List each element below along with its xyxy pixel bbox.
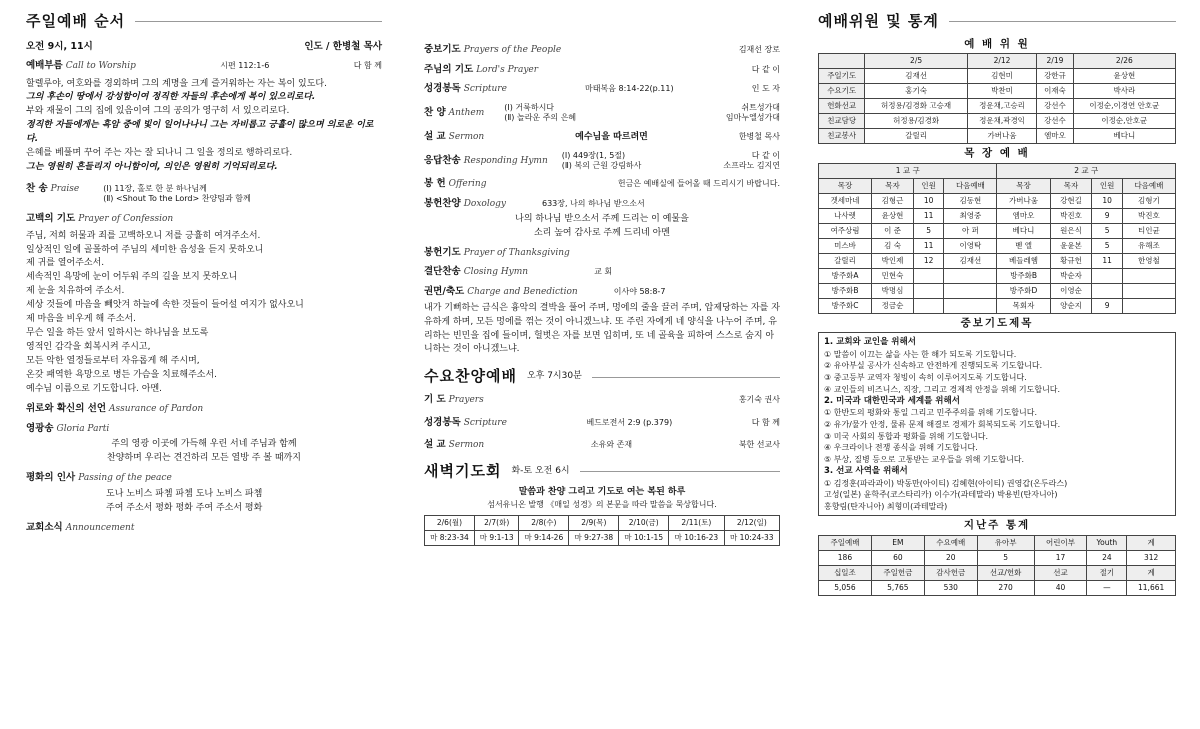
section-header xyxy=(26,12,382,32)
mokjang-header: 목자 xyxy=(872,178,914,193)
mokjang-cell: 강현길 xyxy=(1050,193,1092,208)
mokjang-cell: 박순자 xyxy=(1050,268,1092,283)
doxology-row: 봉헌찬양 Doxology 633장, 나의 하나님 받으소서 xyxy=(424,198,780,211)
mokjang-cell: 벧 엘 xyxy=(997,238,1050,253)
sermon-row: 설 교 Sermon 예수님을 따르려면 한병철 목사 xyxy=(424,130,780,142)
prayer-item: ③ 중고등부 교역자 청빙이 속히 이루어지도록 기도합니다. xyxy=(824,372,1027,382)
mokjang-cell xyxy=(944,298,997,313)
committee-title: 예 배 위 원 xyxy=(964,37,1030,50)
item-english: Praise xyxy=(50,184,80,195)
stats-value: 5 xyxy=(977,551,1034,566)
confession-line: 예수님 이름으로 기도합니다. 아멘. xyxy=(26,383,163,394)
call-line: 부와 재물이 그의 집에 있음이여 그의 공의가 영구히 서 있으리로다. xyxy=(26,106,290,117)
mokjang-cell: 갈릴리 xyxy=(819,253,872,268)
stats-value: 270 xyxy=(977,581,1034,596)
wed-prayer-row: 기 도 Prayers 홍기숙 권사 xyxy=(424,393,780,405)
dawn-date: 2/11(토) xyxy=(669,515,724,530)
stats-header-row xyxy=(819,536,1176,551)
item-ref: 이사야 58:8-7 xyxy=(613,286,666,296)
mokjang-cell: 윤상현 xyxy=(872,208,914,223)
mokjang-cell: 엠마오 xyxy=(997,208,1050,223)
prayer-item: ⑤ 부상, 질병 등으로 고통받는 교우들을 위해 기도합니다. xyxy=(824,454,1025,464)
peace-line-1: 도나 노비스 파쳄 파쳄 도나 노비스 파쳄 xyxy=(106,488,263,499)
prayer-item: ④ 교인들의 비즈니스, 직장, 그리고 경제적 안정을 위해 기도합니다. xyxy=(824,384,1061,394)
service-time: 오전 9시, 11시 xyxy=(26,40,93,52)
mokjang-row xyxy=(819,253,1176,268)
mokjang-cell: 김형근 xyxy=(872,193,914,208)
praise-line-2: (Ⅱ) <Shout To the Lord> 찬양팀과 함께 xyxy=(103,194,251,204)
section-title: 수요찬양예배 xyxy=(424,367,517,386)
mokjang-header: 목자 xyxy=(1050,178,1092,193)
gloria-line-2: 찬양하며 우리는 견건하리 모든 열방 주 볼 때까지 xyxy=(107,453,301,464)
prayer-item: ② 유아부실 공사가 신속하고 안전하게 진행되도록 기도합니다. xyxy=(824,361,1043,371)
call-line: 할렐루야, 여호와를 경외하며 그의 계명을 크게 즐거워하는 자는 복이 있도다. xyxy=(26,78,327,89)
mokjang-cell: 10 xyxy=(1092,193,1122,208)
mokjang-cell: 박인제 xyxy=(872,253,914,268)
mokjang-row xyxy=(819,298,1176,313)
mokjang-cell: 나사렛 xyxy=(819,208,872,223)
item-who: 다 함 께 xyxy=(353,60,382,70)
committee-cell: 정운채,고승리 xyxy=(967,99,1036,114)
mokjang-cell: 이 준 xyxy=(872,223,914,238)
divider xyxy=(592,377,780,378)
committee-cell: 김재선 xyxy=(865,69,967,84)
stats-value-row xyxy=(819,551,1176,566)
mokjang-cell: 베다니 xyxy=(997,223,1050,238)
committee-role: 친교봉사 xyxy=(819,129,865,144)
scripture-row: 성경봉독 Scripture 마태복음 8:14-22(p.11) 인 도 자 xyxy=(424,83,780,95)
mokjang-row xyxy=(819,268,1176,283)
confession-heading: 고백의 기도 Prayer of Confession xyxy=(26,212,174,224)
stats-header: 선교 xyxy=(1034,566,1087,581)
dawn-line-2: 섬서유니온 발행 《매일 성경》의 본문을 따라 말씀을 묵상합니다. xyxy=(487,500,717,510)
confession-line: 무슨 일을 하든 앞서 일하시는 하나님을 보도록 xyxy=(26,328,209,339)
committee-cell: 윤상현 xyxy=(1073,69,1175,84)
dawn-line-1: 말씀과 찬양 그리고 기도로 여는 복된 하루 xyxy=(518,487,686,498)
mokjang-cell: 5 xyxy=(1092,223,1122,238)
stats-value: 5,765 xyxy=(871,581,924,596)
closing-hymn-row: 결단찬송 Closing Hymn 교 회 xyxy=(424,266,780,279)
mokjang-cell: 김재선 xyxy=(944,253,997,268)
offering-note: 헌금은 예배실에 들어올 때 드리시기 바랍니다. xyxy=(617,179,780,189)
stats-value: 17 xyxy=(1034,551,1087,566)
mokjang-cell: 방주화D xyxy=(997,283,1050,298)
section-title: 새벽기도회 xyxy=(424,461,502,480)
committee-row xyxy=(819,69,1176,84)
committee-cell: 강선수 xyxy=(1037,99,1073,114)
service-leader: 인도 / 한병철 목사 xyxy=(304,40,382,52)
item-who: 한병철 목사 xyxy=(738,131,780,141)
item-ref: 633장, 나의 하나님 받으소서 xyxy=(542,199,645,208)
committee-cell: 베다니 xyxy=(1073,129,1175,144)
committee-cell: 엠마오 xyxy=(1037,129,1073,144)
call-to-worship-text xyxy=(26,78,382,176)
mokjang-cell: 베들레헴 xyxy=(997,253,1050,268)
mokjang-cell: 12 xyxy=(913,253,943,268)
committee-cell: 강한규 xyxy=(1037,69,1073,84)
confession-text xyxy=(26,230,382,397)
committee-cell: 박사라 xyxy=(1073,84,1175,99)
item-who: 김재선 장로 xyxy=(738,45,780,54)
confession-line: 주님, 저희 허물과 죄를 고백하오니 저를 긍휼히 여겨주소서. xyxy=(26,230,261,241)
mokjang-cell: 5 xyxy=(1092,238,1122,253)
committee-header: 2/5 xyxy=(865,54,967,69)
stats-header: 수요예배 xyxy=(924,536,977,551)
dawn-passage: 마 10:24-33 xyxy=(724,530,779,545)
confession-line: 제 마음을 비우게 해 주소서. xyxy=(26,314,136,325)
order-of-service-column-2 xyxy=(424,44,780,546)
mokjang-header: 목장 xyxy=(819,178,872,193)
item-label: 찬 송 xyxy=(26,183,48,195)
section-title: 주일예배 순서 xyxy=(26,12,126,30)
item-ref: 시편 112:1-6 xyxy=(220,60,270,70)
service-time-row xyxy=(26,41,382,53)
prayer-item: ① 말씀이 이끄는 삶을 사는 한 해가 되도록 기도합니다. xyxy=(824,349,1017,359)
mokjang-cell: 윤윤본 xyxy=(1050,238,1092,253)
prayer-section-heading: 1. 교회와 교인을 위해서 xyxy=(824,337,916,348)
committee-cell: 홍기숙 xyxy=(865,84,967,99)
mokjang-table xyxy=(818,163,1176,314)
gloria-line-1: 주의 영광 이곳에 가득해 우린 서네 주님과 함께 xyxy=(111,439,297,450)
item-ref: 마태복음 8:14-22(p.11) xyxy=(585,84,674,94)
mokjang-cell: 양순지 xyxy=(1050,298,1092,313)
mokjang-cell: 11 xyxy=(1092,253,1122,268)
dawn-date: 2/12(일) xyxy=(724,515,779,530)
committee-header: 2/19 xyxy=(1037,54,1073,69)
doxology-line-1: 나의 하나님 받으소서 주께 드리는 이 예물을 xyxy=(515,213,689,224)
mokjang-cell: 민현숙 xyxy=(872,268,914,283)
item-english: Call to Worship xyxy=(65,60,136,71)
committee-table xyxy=(818,53,1176,144)
committee-role: 주일기도 xyxy=(819,69,865,84)
stats-header: 감사헌금 xyxy=(924,566,977,581)
dawn-passage: 마 9:14-26 xyxy=(519,530,569,545)
confession-line: 모든 악한 열정들로부터 자유롭게 해 주시며, xyxy=(26,356,200,366)
prayer-section-heading: 2. 미국과 대한민국과 세계를 위해서 xyxy=(824,396,960,407)
mokjang-cell: 김동현 xyxy=(944,193,997,208)
mokjang-header: 목장 xyxy=(997,178,1050,193)
wed-sermon-row: 설 교 Sermon 소유와 존재 북한 선교사 xyxy=(424,439,780,451)
mokjang-cell xyxy=(1122,268,1175,283)
prayer-item: 홍향림(탄자니아) 최형미(과테말라) xyxy=(824,501,948,511)
call-line: 그의 후손이 땅에서 강성함이여 정직한 자들의 후손에게 복이 있으리로다. xyxy=(26,92,316,103)
committee-cell: 가버나움 xyxy=(967,129,1036,144)
mokjang-cell xyxy=(1122,298,1175,313)
committee-cell: 정운채,곽경익 xyxy=(967,114,1036,129)
stats-header: 어린이부 xyxy=(1034,536,1087,551)
mokjang-cell: 박진호 xyxy=(1050,208,1092,223)
section-header xyxy=(818,12,1176,32)
wednesday-header xyxy=(424,367,780,387)
prayer-item: ③ 미국 사회의 통합과 평화를 위해 기도합니다. xyxy=(824,431,989,441)
mokjang-cell: 방주화B xyxy=(819,283,872,298)
mokjang-row xyxy=(819,208,1176,223)
mokjang-cell: 5 xyxy=(913,223,943,238)
committee-cell: 이정순,이경연 안호균 xyxy=(1073,99,1175,114)
thanksgiving-row: 봉헌기도 Prayer of Thanksgiving xyxy=(424,246,570,258)
mokjang-cell: 김 숙 xyxy=(872,238,914,253)
confession-line: 제 눈을 치유하여 주소서. xyxy=(26,286,125,297)
announcement-heading: 교회소식 Announcement xyxy=(26,521,135,533)
intercession-row: 중보기도 Prayers of the People 김재선 장로 xyxy=(424,44,780,55)
dawn-passage: 마 9:27-38 xyxy=(569,530,619,545)
mokjang-cell: 유해조 xyxy=(1122,238,1175,253)
mokjang-cell: 최영중 xyxy=(944,208,997,223)
stats-header: 유아부 xyxy=(977,536,1034,551)
mokjang-cell: 방주화B xyxy=(997,268,1050,283)
stats-header: 주일헌금 xyxy=(871,566,924,581)
responding-hymn-row: 응답찬송 Responding Hymn (Ⅰ) 449장(1, 5절) 다 같 이 (Ⅱ) 복의 근원 강림하사 소프라노 김지연 xyxy=(424,150,780,170)
mokjang-cell: 방주화A xyxy=(819,268,872,283)
mokjang-cell: 9 xyxy=(1092,208,1122,223)
prayer-item: ② 유가/물가 안정, 물류 문제 해결로 경제가 회복되도록 기도합니다. xyxy=(824,420,1061,430)
mokjang-cell xyxy=(913,283,943,298)
prayer-item: ① 한반도의 평화와 통일 그리고 민주주의를 위해 기도합니다. xyxy=(824,408,1037,418)
dawn-date: 2/7(화) xyxy=(474,515,518,530)
mokjang-cell: 여주상림 xyxy=(819,223,872,238)
mokjang-cell xyxy=(913,268,943,283)
mokjang-cell xyxy=(913,298,943,313)
committee-cell: 이정순,안호균 xyxy=(1073,114,1175,129)
call-line: 그는 영원히 흔들리지 아니함이여, 의인은 영원히 기억되리로다. xyxy=(26,162,278,173)
mokjang-row xyxy=(819,193,1176,208)
stats-value-row xyxy=(819,581,1176,596)
mokjang-cell: 가버나움 xyxy=(997,193,1050,208)
committee-cell: 허정용/김경화 xyxy=(865,114,967,129)
section-title: 예배위원 및 통계 xyxy=(818,12,939,30)
stats-header: Youth xyxy=(1087,536,1127,551)
mokjang-cell: 방주화C xyxy=(819,298,872,313)
confession-line: 온갖 패역한 욕망으로 병든 가슴을 치료해주소서. xyxy=(26,369,218,380)
order-of-service-column xyxy=(26,12,382,534)
mokjang-cell: 이영순 xyxy=(1050,283,1092,298)
committee-row xyxy=(819,84,1176,99)
section-subtitle: 오후 7시30분 xyxy=(526,371,582,382)
call-line: 은혜를 베풀며 꾸어 주는 자는 잘 되나니 그 일을 정의로 행하리로다. xyxy=(26,148,293,159)
doxology-line-2: 소리 높여 감사로 주께 드리네 아멘 xyxy=(533,227,671,238)
mokjang-cell: 박진호 xyxy=(1122,208,1175,223)
item-label: 예배부름 xyxy=(26,59,63,71)
stats-value: 186 xyxy=(819,551,872,566)
mokjang-title: 목 장 예 배 xyxy=(964,147,1030,160)
confession-line: 세상 것들에 마음을 빼앗겨 하늘에 속한 것들이 들어설 여지가 없사오니 xyxy=(26,300,304,311)
confession-line: 제 귀를 열어주소서. xyxy=(26,258,105,269)
committee-header: 2/12 xyxy=(967,54,1036,69)
stats-value: 24 xyxy=(1087,551,1127,566)
mokjang-cell: 티인균 xyxy=(1122,223,1175,238)
stats-header-row xyxy=(819,566,1176,581)
committee-stats-column xyxy=(818,12,1176,596)
mokjang-cell: 한영철 xyxy=(1122,253,1175,268)
peace-line-2: 주여 주소서 평화 평화 주여 주소서 평화 xyxy=(106,502,263,513)
mokjang-cell xyxy=(1092,283,1122,298)
mokjang-row xyxy=(819,283,1176,298)
committee-header: 2/26 xyxy=(1073,54,1175,69)
stats-value: 20 xyxy=(924,551,977,566)
committee-cell: 이재숙 xyxy=(1037,84,1073,99)
confession-line: 세속적인 욕망에 눈이 어두워 주의 길을 보지 못하오니 xyxy=(26,272,238,283)
mokjang-row xyxy=(819,223,1176,238)
dawn-date: 2/9(목) xyxy=(569,515,619,530)
stats-header: 계 xyxy=(1127,566,1176,581)
stats-value: 11,661 xyxy=(1127,581,1176,596)
mokjang-cell: 박명심 xyxy=(872,283,914,298)
dawn-schedule-table xyxy=(424,515,780,546)
lords-prayer-row: 주님의 기도 Lord's Prayer 다 같 이 xyxy=(424,63,780,75)
committee-cell: 박찬미 xyxy=(967,84,1036,99)
item-who: 인 도 자 xyxy=(751,84,780,94)
dawn-passage: 마 10:1-15 xyxy=(619,530,669,545)
stats-title: 지난주 통계 xyxy=(963,519,1031,532)
praise-row xyxy=(26,183,382,205)
committee-cell: 갈릴리 xyxy=(865,129,967,144)
committee-role: 수요기도 xyxy=(819,84,865,99)
mokjang-cell: 아 퍼 xyxy=(944,223,997,238)
committee-role: 친교담당 xyxy=(819,114,865,129)
call-line: 정직한 자들에게는 흑암 중에 빛이 일어나나니 그는 자비롭고 긍휼이 많으며 의로운 이로다. xyxy=(26,120,374,145)
mokjang-cell xyxy=(944,268,997,283)
gloria-heading: 영광송 Gloria Parti xyxy=(26,422,110,434)
mokjang-cell: 정금순 xyxy=(872,298,914,313)
mokjang-cell xyxy=(1092,268,1122,283)
stats-header: 계 xyxy=(1127,536,1176,551)
mokjang-header: 인원 xyxy=(1092,178,1122,193)
confession-line: 영적인 감각을 회복시켜 주시고, xyxy=(26,342,151,353)
dawn-passage: 마 8:23-34 xyxy=(425,530,475,545)
stats-value: 40 xyxy=(1034,581,1087,596)
section-subtitle: 화-토 오전 6시 xyxy=(511,465,570,476)
mokjang-cell: 원은식 xyxy=(1050,223,1092,238)
mokjang-cell: 김형기 xyxy=(1122,193,1175,208)
mokjang-cell: 목회자 xyxy=(997,298,1050,313)
dawn-date: 2/10(금) xyxy=(619,515,669,530)
sermon-title: 예수님을 따르려면 xyxy=(575,131,648,142)
anthem-row: 찬 양 Anthem (Ⅰ) 거룩하시다 쉬트성가대 (Ⅱ) 놀라운 주의 은혜 임마누엘성가대 xyxy=(424,103,780,123)
mokjang-cell: 10 xyxy=(913,193,943,208)
dawn-date: 2/8(수) xyxy=(519,515,569,530)
stats-value: — xyxy=(1087,581,1127,596)
stats-header: 십일조 xyxy=(819,566,872,581)
peace-heading: 평화의 인사 Passing of the peace xyxy=(26,472,172,484)
mokjang-row xyxy=(819,238,1176,253)
divider xyxy=(949,21,1176,22)
stats-header: EM xyxy=(871,536,924,551)
stats-value: 5,056 xyxy=(819,581,872,596)
benediction-text: 내가 기뻐하는 금식은 흉악의 결박을 풀어 주며, 멍에의 줄을 끌러 주며, 압제당하는 자를 자유하게 하며, 모든 멍에를 꺾는 것이 아니겠느냐. 또 주린 자에게 네 양식을 나누어 주며, 유리하는 빈민을 집에 들이며, 헐벗은 자를 보면 입히며, 또 네 골육을 피하여 스스로 숨지 아니하는 것이 아니겠느냐. xyxy=(424,302,780,355)
mokjang-cell: 황규헌 xyxy=(1050,253,1092,268)
mokjang-cell: 겟세마네 xyxy=(819,193,872,208)
stats-value: 530 xyxy=(924,581,977,596)
committee-row xyxy=(819,99,1176,114)
stats-header: 주일예배 xyxy=(819,536,872,551)
prayer-topics-box xyxy=(818,332,1176,516)
prayer-item: ④ 우크라이나 전쟁 종식을 위해 기도합니다. xyxy=(824,443,978,453)
prayer-item: 고성(일본) 윤학주(코스타리카) 이수가(과테말라) 박용빈(탄자니아) xyxy=(824,490,1058,500)
mokjang-header: 다음예배 xyxy=(944,178,997,193)
benediction-row: 권면/축도 Charge and Benediction 이사야 58:8-7 xyxy=(424,286,780,299)
stats-table xyxy=(818,535,1176,596)
divider xyxy=(580,471,780,472)
mokjang-group: 2 교 구 xyxy=(997,163,1176,178)
mokjang-header: 인원 xyxy=(913,178,943,193)
item-ref: 교 회 xyxy=(594,267,613,277)
committee-cell: 김현미 xyxy=(967,69,1036,84)
dawn-passage: 마 9:1-13 xyxy=(474,530,518,545)
mokjang-cell: 미스바 xyxy=(819,238,872,253)
mokjang-cell xyxy=(944,283,997,298)
mokjang-cell: 이영탁 xyxy=(944,238,997,253)
stats-value: 60 xyxy=(871,551,924,566)
dawn-date: 2/6(월) xyxy=(425,515,475,530)
item-who: 다 같 이 xyxy=(751,64,780,74)
committee-cell: 강선수 xyxy=(1037,114,1073,129)
mokjang-group: 1 교 구 xyxy=(819,163,997,178)
mokjang-cell xyxy=(1122,283,1175,298)
pardon-heading: 위로와 확신의 선언 Assurance of Pardon xyxy=(26,402,204,414)
committee-row xyxy=(819,114,1176,129)
mokjang-cell: 11 xyxy=(913,238,943,253)
committee-header xyxy=(819,54,865,69)
divider xyxy=(135,21,382,22)
wed-scripture-row: 성경봉독 Scripture 베드로전서 2:9 (p.379) 다 함 께 xyxy=(424,416,780,428)
mokjang-cell: 11 xyxy=(913,208,943,223)
mokjang-cell: 9 xyxy=(1092,298,1122,313)
prayer-section-heading: 3. 선교 사역을 위해서 xyxy=(824,466,908,477)
committee-cell: 허정용/김경화 고승재 xyxy=(865,99,967,114)
dawn-passage: 마 10:16-23 xyxy=(669,530,724,545)
praise-line-1: (Ⅰ) 11장, 홀로 한 분 하나님께 xyxy=(103,184,207,194)
mokjang-header: 다음예배 xyxy=(1122,178,1175,193)
offering-row: 봉 헌 Offering 헌금은 예배실에 들어올 때 드리시기 바랍니다. xyxy=(424,178,780,190)
committee-row xyxy=(819,129,1176,144)
stats-value: 312 xyxy=(1127,551,1176,566)
stats-header: 절기 xyxy=(1087,566,1127,581)
stats-header: 선교/헌화 xyxy=(977,566,1034,581)
prayer-topics-title: 중보기도제목 xyxy=(960,316,1034,329)
call-to-worship-row xyxy=(26,60,382,73)
committee-role: 헌화선교 xyxy=(819,99,865,114)
prayer-item: ① 김정훈(파라과이) 박동만(아이티) 김혜현(아이티) 권영갑(온두라스) xyxy=(824,478,1068,488)
dawn-header xyxy=(424,462,780,482)
confession-line: 일상적인 일에 골몰하여 주님의 세미한 음성을 듣지 못하오니 xyxy=(26,244,264,255)
